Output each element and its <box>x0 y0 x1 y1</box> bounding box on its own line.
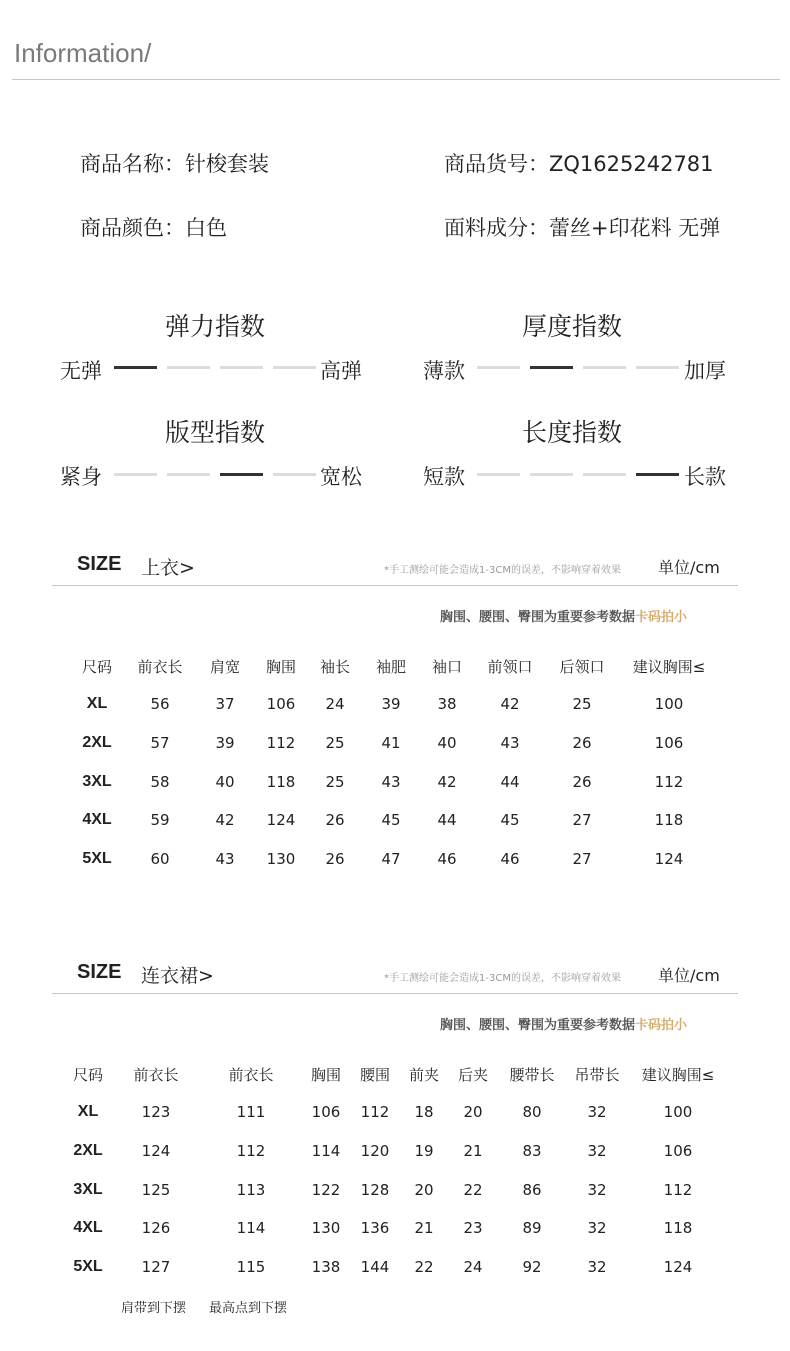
table-cell: 59 <box>150 811 170 830</box>
product-color: 商品颜色：白色 <box>80 216 227 240</box>
scale-segment <box>477 366 520 369</box>
size-label-cell: 2XL <box>82 733 112 751</box>
size-label-cell: XL <box>77 1103 99 1120</box>
elasticity-title: 弹力指数 <box>164 312 265 341</box>
table-cell: 124 <box>266 811 296 830</box>
table-cell: 46 <box>437 850 457 869</box>
dress-size-reference <box>440 1014 687 1033</box>
table-cell: 20 <box>414 1180 434 1199</box>
top-size-unit: 单位/cm <box>658 558 720 577</box>
dress-footnote-2: 最高点到下摆 <box>209 1301 288 1316</box>
top-size-divider <box>52 585 738 586</box>
table-cell: 58 <box>150 772 170 791</box>
scale-segment <box>477 473 520 476</box>
top-size-reference-highlight: 卡码拍小 <box>635 610 688 625</box>
title-divider <box>12 79 780 80</box>
table-cell: 22 <box>463 1180 483 1199</box>
length-right-label: 长款 <box>684 465 726 489</box>
column-header: 后夹 <box>457 1066 489 1084</box>
fit-scale <box>114 473 316 476</box>
elasticity-scale <box>114 366 316 369</box>
table-cell: 41 <box>381 733 401 752</box>
product-fabric: 面料成分：蕾丝+印花料 无弹 <box>444 216 721 240</box>
dress-size-divider <box>52 993 738 994</box>
size-label-cell: XL <box>86 695 108 712</box>
table-cell: 56 <box>150 695 170 713</box>
top-size-subtitle: 上衣> <box>141 557 195 579</box>
table-cell: 112 <box>654 772 684 791</box>
table-cell: 92 <box>522 1258 542 1277</box>
table-cell: 112 <box>663 1180 693 1199</box>
table-cell: 138 <box>311 1258 341 1277</box>
table-cell: 19 <box>414 1141 434 1160</box>
table-cell: 42 <box>215 811 235 830</box>
scale-segment <box>273 473 316 476</box>
table-cell: 112 <box>360 1103 390 1121</box>
table-cell: 22 <box>414 1258 434 1277</box>
table-cell: 44 <box>437 811 457 830</box>
scale-segment <box>114 473 157 476</box>
table-cell: 25 <box>325 772 345 791</box>
table-cell: 113 <box>236 1180 266 1199</box>
table-cell: 47 <box>381 850 401 869</box>
dress-size-reference-text: 胸围、腰围、臀围为重要参考数据 <box>440 1018 636 1033</box>
table-cell: 39 <box>215 733 235 752</box>
length-scale <box>477 473 679 476</box>
table-cell: 43 <box>381 772 401 791</box>
table-cell: 124 <box>663 1258 693 1277</box>
table-cell: 120 <box>360 1141 390 1160</box>
dress-size-note: *手工测绘可能会造成1-3CM的误差，不影响穿着效果 <box>384 973 621 984</box>
table-cell: 106 <box>654 733 684 752</box>
table-cell: 21 <box>414 1219 434 1238</box>
table-cell: 32 <box>587 1258 607 1277</box>
table-cell: 112 <box>266 733 296 752</box>
fit-right-label: 宽松 <box>320 465 362 489</box>
table-cell: 115 <box>236 1258 266 1277</box>
size-label-cell: 3XL <box>73 1180 103 1198</box>
dress-size-reference-highlight: 卡码拍小 <box>635 1018 688 1033</box>
table-cell: 106 <box>663 1141 693 1160</box>
table-cell: 43 <box>215 850 235 869</box>
column-header: 尺码 <box>81 658 113 676</box>
table-cell: 21 <box>463 1141 483 1160</box>
column-header: 腰带长 <box>509 1066 555 1084</box>
size-label-cell: 5XL <box>82 850 112 868</box>
table-cell: 27 <box>572 811 592 830</box>
column-header: 胸围 <box>265 658 297 676</box>
column-header: 前领口 <box>487 658 533 676</box>
table-cell: 89 <box>522 1219 542 1238</box>
table-cell: 43 <box>500 733 520 752</box>
column-header: 前夹 <box>408 1066 440 1084</box>
thickness-left-label: 薄款 <box>423 359 465 383</box>
top-size-reference <box>440 606 687 625</box>
table-cell: 127 <box>141 1258 171 1277</box>
size-label-cell: 4XL <box>73 1219 103 1237</box>
scale-segment <box>530 473 573 476</box>
table-cell: 18 <box>414 1103 434 1121</box>
table-cell: 23 <box>463 1219 483 1238</box>
table-cell: 126 <box>141 1219 171 1238</box>
table-cell: 130 <box>266 850 296 869</box>
length-title: 长度指数 <box>521 418 622 447</box>
column-header: 后领口 <box>559 658 605 676</box>
thickness-title: 厚度指数 <box>521 312 622 341</box>
table-cell: 100 <box>654 695 684 713</box>
table-cell: 42 <box>437 772 457 791</box>
column-header: 建议胸围≤ <box>632 658 706 676</box>
table-cell: 32 <box>587 1141 607 1160</box>
elasticity-left-label: 无弹 <box>60 359 102 383</box>
table-cell: 45 <box>381 811 401 830</box>
table-cell: 25 <box>325 733 345 752</box>
page-title: Information/ <box>14 38 152 68</box>
table-cell: 123 <box>141 1103 171 1121</box>
table-cell: 83 <box>522 1141 542 1160</box>
dress-size-heading: SIZE <box>77 961 122 983</box>
top-size-heading: SIZE <box>77 553 122 575</box>
table-cell: 20 <box>463 1103 483 1121</box>
product-name: 商品名称：针梭套装 <box>80 152 269 176</box>
thickness-right-label: 加厚 <box>684 359 726 383</box>
scale-segment <box>530 366 573 369</box>
column-header: 腰围 <box>359 1066 391 1084</box>
table-cell: 111 <box>236 1103 266 1121</box>
column-header: 袖长 <box>319 658 351 676</box>
dress-size-subtitle: 连衣裙> <box>141 965 214 987</box>
table-cell: 122 <box>311 1180 341 1199</box>
elasticity-right-label: 高弹 <box>320 359 362 383</box>
scale-segment <box>636 473 679 476</box>
table-cell: 40 <box>437 733 457 752</box>
scale-segment <box>167 366 210 369</box>
table-cell: 118 <box>654 811 684 830</box>
table-cell: 60 <box>150 850 170 869</box>
scale-segment <box>273 366 316 369</box>
table-cell: 112 <box>236 1141 266 1160</box>
table-cell: 39 <box>381 695 401 713</box>
table-cell: 114 <box>311 1141 341 1160</box>
table-cell: 124 <box>654 850 684 869</box>
table-cell: 86 <box>522 1180 542 1199</box>
table-cell: 106 <box>311 1103 341 1121</box>
top-size-reference-text: 胸围、腰围、臀围为重要参考数据 <box>440 610 636 625</box>
table-cell: 144 <box>360 1258 390 1277</box>
size-label-cell: 2XL <box>73 1141 103 1159</box>
table-cell: 26 <box>325 850 345 869</box>
column-header: 建议胸围≤ <box>641 1066 715 1084</box>
thickness-scale <box>477 366 679 369</box>
table-cell: 130 <box>311 1219 341 1238</box>
scale-segment <box>220 366 263 369</box>
scale-segment <box>583 473 626 476</box>
table-cell: 26 <box>572 772 592 791</box>
table-cell: 32 <box>587 1180 607 1199</box>
table-cell: 24 <box>463 1258 483 1277</box>
column-header: 肩宽 <box>209 658 241 676</box>
table-cell: 136 <box>360 1219 390 1238</box>
product-code: 商品货号：ZQ1625242781 <box>444 152 714 176</box>
table-cell: 45 <box>500 811 520 830</box>
table-cell: 24 <box>325 695 345 713</box>
table-cell: 25 <box>572 695 592 713</box>
table-cell: 124 <box>141 1141 171 1160</box>
table-cell: 37 <box>215 695 235 713</box>
table-cell: 100 <box>663 1103 693 1121</box>
column-header: 前衣长 <box>133 1066 179 1084</box>
table-cell: 128 <box>360 1180 390 1199</box>
table-cell: 42 <box>500 695 520 713</box>
top-size-note: *手工测绘可能会造成1-3CM的误差，不影响穿着效果 <box>384 565 621 576</box>
table-cell: 27 <box>572 850 592 869</box>
table-cell: 40 <box>215 772 235 791</box>
scale-segment <box>583 366 626 369</box>
column-header: 前衣长 <box>137 658 183 676</box>
dress-size-unit: 单位/cm <box>658 966 720 985</box>
size-label-cell: 4XL <box>82 811 112 829</box>
scale-segment <box>114 366 157 369</box>
size-label-cell: 5XL <box>73 1258 103 1276</box>
fit-title: 版型指数 <box>164 418 265 447</box>
fit-left-label: 紧身 <box>60 465 102 489</box>
table-cell: 26 <box>325 811 345 830</box>
table-cell: 118 <box>663 1219 693 1238</box>
table-cell: 38 <box>437 695 457 713</box>
column-header: 袖口 <box>431 658 463 676</box>
column-header: 胸围 <box>310 1066 342 1084</box>
scale-segment <box>220 473 263 476</box>
length-left-label: 短款 <box>423 465 465 489</box>
size-label-cell: 3XL <box>82 772 112 790</box>
table-cell: 57 <box>150 733 170 752</box>
column-header: 吊带长 <box>574 1066 620 1084</box>
table-cell: 46 <box>500 850 520 869</box>
column-header: 袖肥 <box>375 658 407 676</box>
column-header: 尺码 <box>72 1066 104 1084</box>
dress-footnote-1: 肩带到下摆 <box>121 1301 187 1316</box>
table-cell: 118 <box>266 772 296 791</box>
table-cell: 44 <box>500 772 520 791</box>
table-cell: 125 <box>141 1180 171 1199</box>
scale-segment <box>636 366 679 369</box>
column-header: 前衣长 <box>228 1066 274 1084</box>
table-cell: 26 <box>572 733 592 752</box>
table-cell: 114 <box>236 1219 266 1238</box>
table-cell: 106 <box>266 695 296 713</box>
table-cell: 80 <box>522 1103 542 1121</box>
table-cell: 32 <box>587 1219 607 1238</box>
scale-segment <box>167 473 210 476</box>
table-cell: 32 <box>587 1103 607 1121</box>
